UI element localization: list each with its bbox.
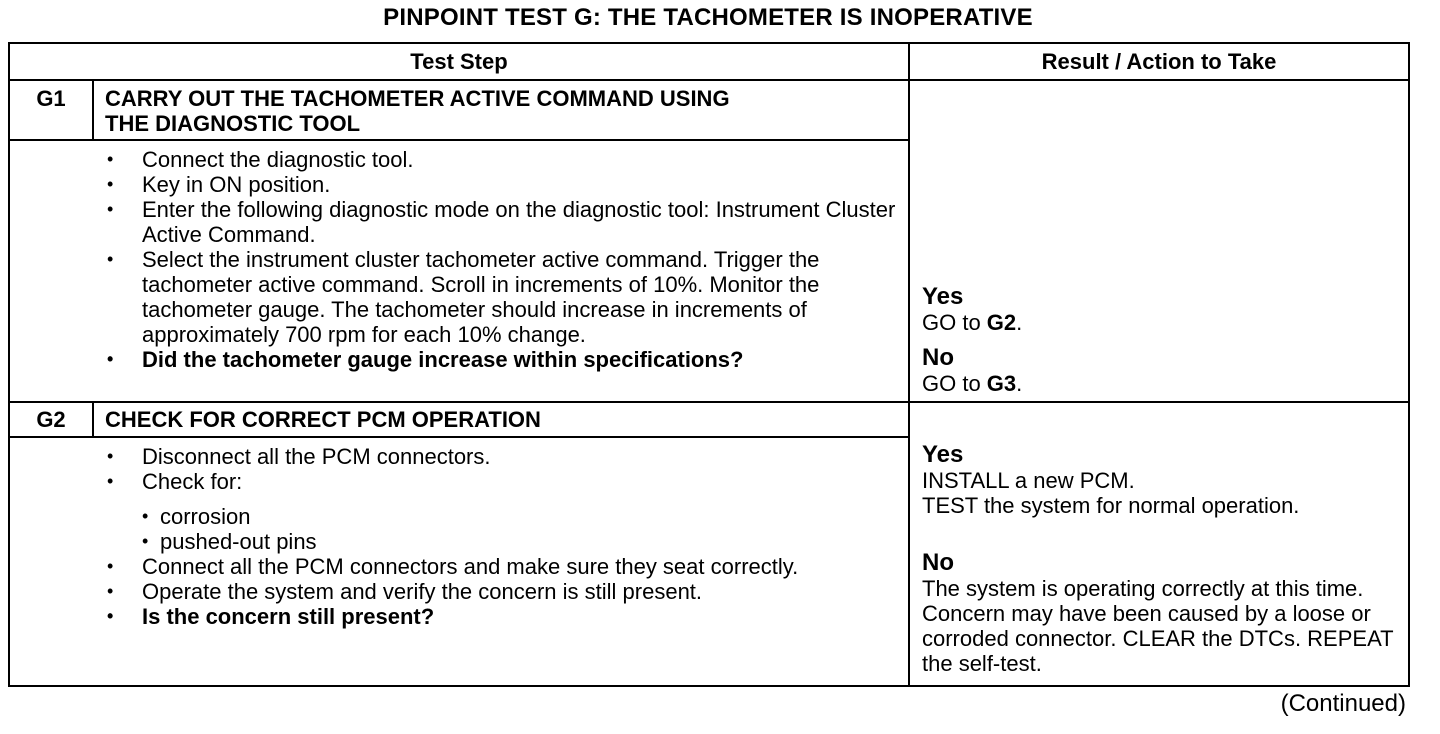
g2-result xyxy=(922,442,1407,676)
yes-action-line2: TEST the system for normal operation. xyxy=(922,493,1300,518)
no-action: The system is operating correctly at this time. Concern may have been caused by a loose or corroded connector. CLEAR the DTCs. REPEAT the self-test. xyxy=(922,576,1394,676)
column-divider xyxy=(908,44,910,685)
check-for-label: Check for: xyxy=(142,469,243,494)
check-for-sublist xyxy=(140,504,902,554)
g1-result xyxy=(922,284,1407,396)
pinpoint-test-table xyxy=(8,42,1410,687)
step-id-g2: G2 xyxy=(36,407,66,432)
step-title-g2: CHECK FOR CORRECT PCM OPERATION xyxy=(105,407,541,432)
list-item: • Connect the diagnostic tool. xyxy=(10,147,902,172)
g1-title-divider xyxy=(10,139,908,141)
sub-list-item: • corrosion xyxy=(140,504,902,529)
list-item xyxy=(10,469,902,554)
list-item: • Select the instrument cluster tachometer active command. Trigger the tachometer active command. Scroll in increments of 10%. Monitor the tachometer gauge. The tachometer should increase in increments of approximately 700 rpm for each 10% change. xyxy=(10,247,902,347)
list-item: • Enter the following diagnostic mode on the diagnostic tool: Instrument Cluster Active Command. xyxy=(10,197,902,247)
list-item: • Operate the system and verify the concern is still present. xyxy=(10,579,902,604)
question-item: • Did the tachometer gauge increase within specifications? xyxy=(10,347,902,372)
continued-label: (Continued) xyxy=(1280,690,1406,717)
list-item: • Connect all the PCM connectors and make sure they seat correctly. xyxy=(10,554,902,579)
g1-bullet-list xyxy=(10,147,902,372)
goto-g3-link: G3 xyxy=(986,371,1017,396)
list-item: • Disconnect all the PCM connectors. xyxy=(10,444,902,469)
step-title-g1 xyxy=(105,86,905,136)
header-test-step: Test Step xyxy=(410,49,508,74)
no-label: No xyxy=(922,549,954,576)
goto-g2-link: G2 xyxy=(986,310,1017,335)
no-action: GO to G3. xyxy=(922,371,1023,396)
g2-title-divider xyxy=(10,436,908,438)
step-id-divider-g1 xyxy=(92,80,94,140)
yes-label: Yes xyxy=(922,441,964,468)
step-title-g1-line1: CARRY OUT THE TACHOMETER ACTIVE COMMAND USING xyxy=(105,86,730,111)
g2-bullet-list xyxy=(10,444,902,629)
yes-label: Yes xyxy=(922,283,964,310)
step-title-g1-line2: THE DIAGNOSTIC TOOL xyxy=(105,111,361,136)
no-label: No xyxy=(922,344,954,371)
sub-list-item: • pushed-out pins xyxy=(140,529,902,554)
list-item: • Key in ON position. xyxy=(10,172,902,197)
step-id-divider-g2 xyxy=(92,402,94,438)
page-title: PINPOINT TEST G: THE TACHOMETER IS INOPERATIVE xyxy=(383,4,1033,31)
header-result: Result / Action to Take xyxy=(1041,49,1277,74)
step-id-g1: G1 xyxy=(36,86,66,111)
question-item: • Is the concern still present? xyxy=(10,604,902,629)
yes-action: GO to G2. xyxy=(922,310,1023,335)
yes-action-line1: INSTALL a new PCM. xyxy=(922,468,1135,493)
row-divider xyxy=(10,401,1408,403)
